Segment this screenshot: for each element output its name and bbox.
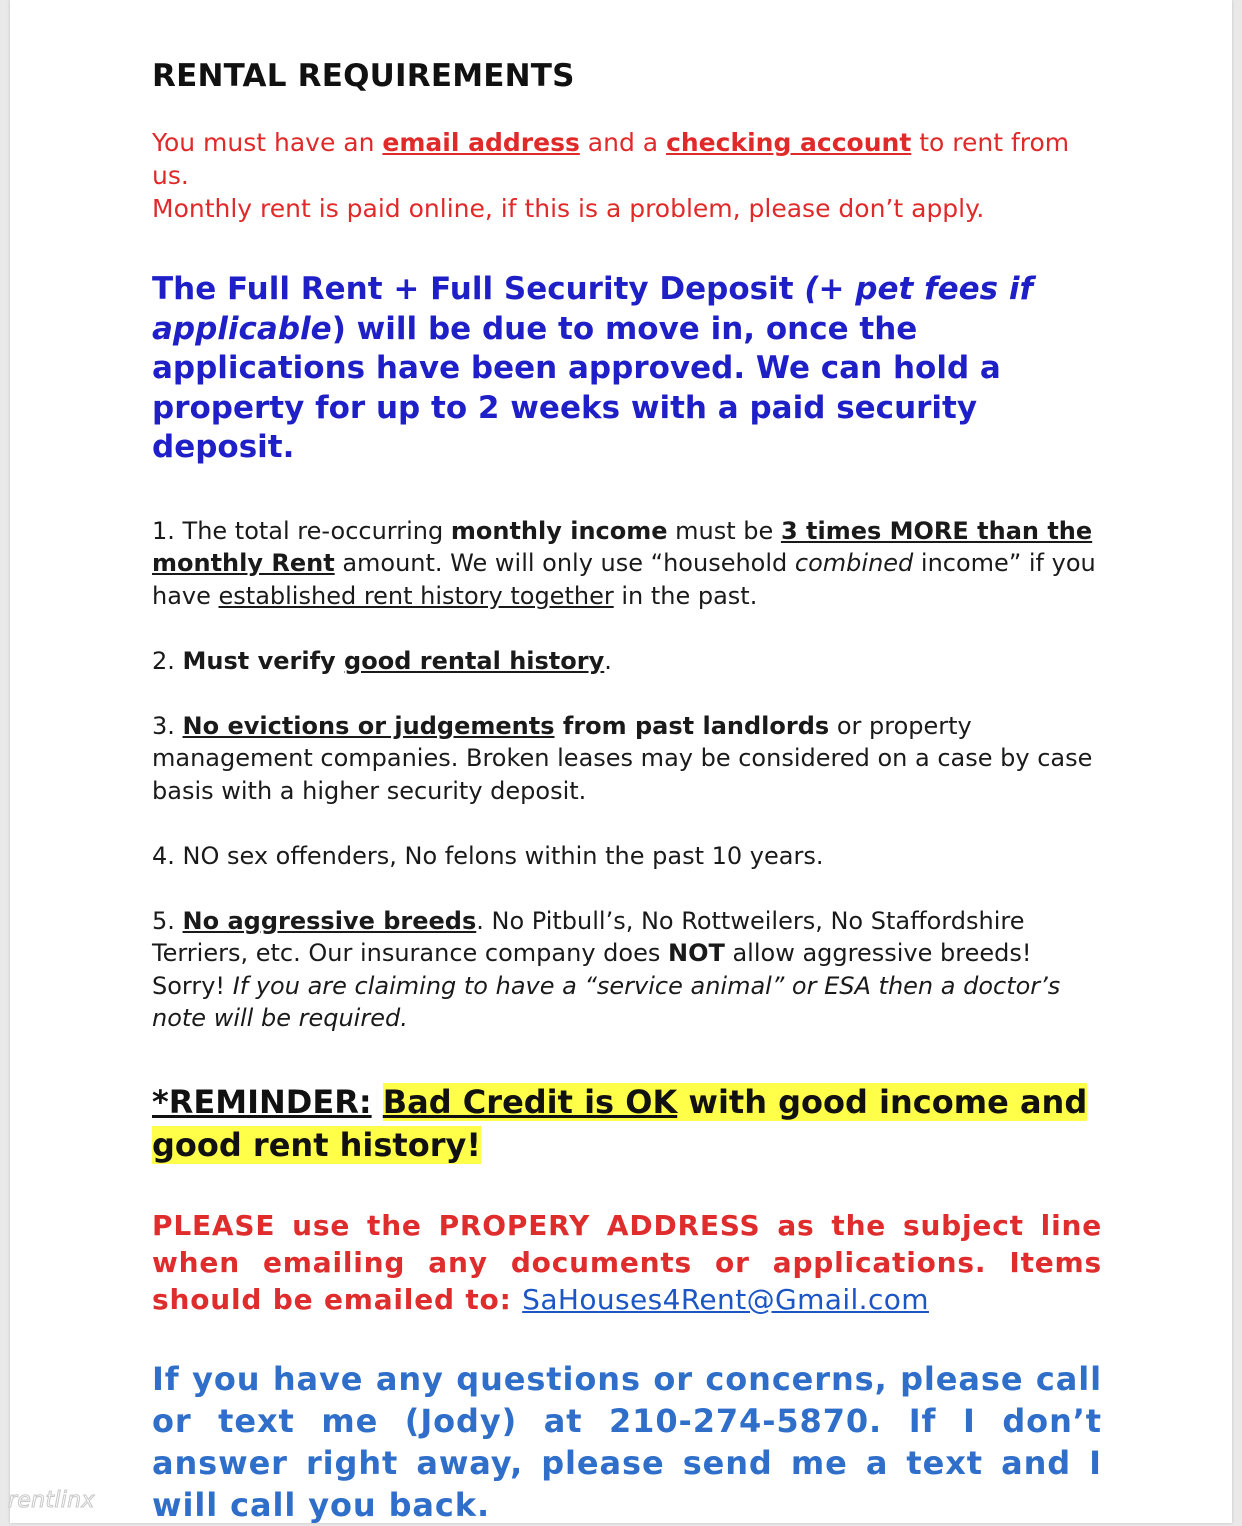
req-text: . bbox=[604, 646, 612, 675]
document-content bbox=[152, 56, 1102, 1526]
req-bold-underline: No aggressive breeds bbox=[182, 906, 477, 935]
requirement-evictions bbox=[152, 710, 1102, 808]
rentlinx-watermark-logo: rentlinx bbox=[8, 1488, 95, 1513]
req-text: income” if you have bbox=[152, 549, 1096, 610]
req-text: allow aggressive breeds! Sorry! bbox=[152, 939, 1032, 1000]
req-text: in the past. bbox=[613, 581, 758, 610]
payment-notice bbox=[152, 126, 1102, 225]
req-bold: from past landlords bbox=[554, 711, 830, 740]
contact-paragraph: If you have any questions or concerns, please call or text me (Jody) at 210-274-5870. If I don’t answer right away, please send me a text and I will call you back. bbox=[152, 1359, 1102, 1524]
notice-text: You must have an bbox=[152, 128, 383, 157]
notice-text: and a bbox=[579, 128, 667, 157]
req-underline: established rent history together bbox=[218, 581, 614, 610]
req-bold: NOT bbox=[667, 939, 725, 967]
req-bold-underline: good rental history bbox=[344, 646, 605, 675]
requirements-list bbox=[152, 515, 1102, 1035]
page-title: RENTAL REQUIREMENTS bbox=[152, 58, 575, 94]
req-text: 5. bbox=[152, 906, 183, 935]
document-page bbox=[10, 0, 1232, 1523]
req-bold-underline: No evictions or judgements bbox=[182, 711, 555, 740]
req-bold-underline: 3 times MORE than the monthly Rent bbox=[152, 516, 1093, 577]
req-text: 1. The total re-occurring bbox=[152, 516, 451, 545]
deposit-text: The Full Rent + Full Security Deposit bbox=[152, 271, 805, 307]
reminder-paragraph bbox=[152, 1081, 1102, 1167]
req-text: amount. We will only use “household bbox=[334, 549, 795, 577]
bad-credit-text: Bad Credit is OK bbox=[382, 1082, 678, 1121]
deposit-text: ) will be due to move in, once the applications have been approved. We can hold a property for up to 2 weeks with a paid security deposit. bbox=[152, 310, 1001, 465]
checking-account-term: checking account bbox=[666, 128, 912, 157]
req-text: or property management companies. Broken leases may be considered on a case by case basis with a higher security deposit. bbox=[152, 711, 1093, 805]
deposit-paragraph bbox=[152, 270, 1102, 468]
req-italic: combined bbox=[794, 549, 914, 577]
req-text: 2. bbox=[152, 646, 183, 675]
reminder-label: *REMINDER: bbox=[152, 1082, 372, 1121]
contact-email-link[interactable]: SaHouses4Rent@Gmail.com bbox=[522, 1282, 929, 1316]
notice-line-2: Monthly rent is paid online, if this is a problem, please don’t apply. bbox=[152, 194, 985, 223]
pet-fees-text: (+ pet fees if applicable bbox=[152, 271, 1033, 347]
notice-text: to rent from us. bbox=[152, 128, 1070, 190]
requirement-rental-history bbox=[152, 645, 1102, 678]
email-address-term: email address bbox=[382, 128, 580, 157]
requirement-offenders: 4. NO sex offenders, No felons within the past 10 years. bbox=[152, 841, 824, 870]
req-italic: If you are claiming to have a “service animal” or ESA then a doctor’s note will be required. bbox=[152, 971, 1061, 1032]
requirement-income bbox=[152, 515, 1102, 613]
req-bold: Must verify bbox=[182, 646, 345, 675]
req-bold: monthly income bbox=[450, 516, 668, 545]
reminder-rest: with good income and good rent history! bbox=[152, 1082, 1088, 1164]
subject-line-instructions bbox=[152, 1207, 1102, 1318]
requirement-breeds bbox=[152, 905, 1102, 1035]
req-text: . No Pitbull’s, No Rottweilers, No Staffordshire Terriers, etc. Our insurance company does bbox=[152, 906, 1025, 967]
req-text: must be bbox=[667, 516, 781, 545]
req-text: 3. bbox=[152, 711, 183, 740]
instructions-text: PLEASE use the PROPERY ADDRESS as the subject line when emailing any documents or applications. Items should be emailed to: bbox=[152, 1208, 1102, 1316]
